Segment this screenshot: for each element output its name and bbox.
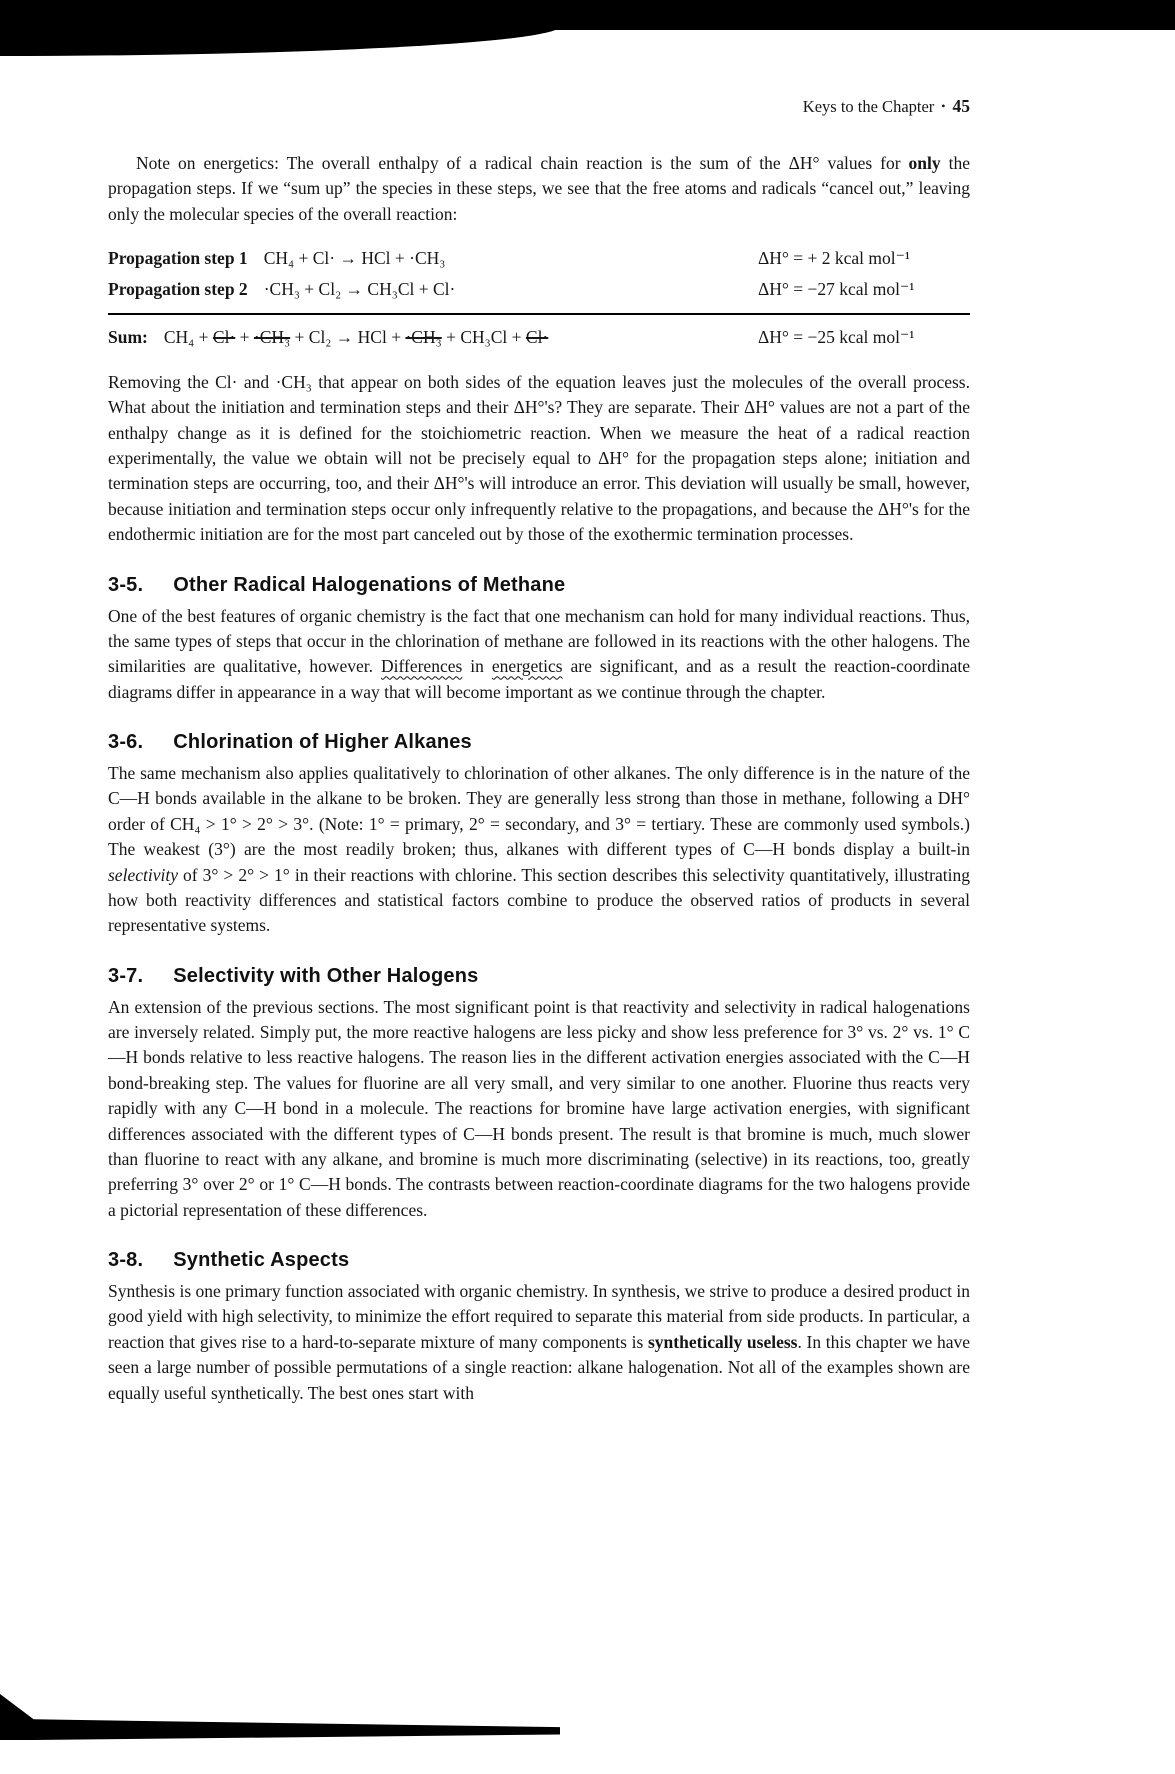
sum-segment: + [235,326,254,347]
equation-left [108,245,758,271]
section-body-3-8 [108,1279,970,1406]
sum-divider-rule [108,313,970,315]
section-body-3-6 [108,761,970,939]
intro-text-a: Note on energetics: The overall enthalpy of a radical chain reaction is the sum of the ΔH° values for [136,153,909,173]
page-header [108,96,970,117]
scan-artifact-top-swoosh [0,26,560,56]
equation-row-label: Propagation step 2 [108,279,248,300]
section-number: 3-6. [108,731,144,753]
intro-paragraph [108,151,970,227]
equation-row-sum [108,324,970,350]
equation-table [108,245,970,350]
equation-left [108,324,758,350]
sum-segment: CH₄ + [163,326,213,347]
section-title: Chlorination of Higher Alkanes [173,731,472,753]
paragraph-removing: Removing the Cl· and ·CH₃ that appear on both sides of the equation leaves just the molecules of the overall process. What about the initiation and termination steps and their ΔH°'s? They are separate. Their ΔH° values are not a part of the enthalpy change as it is defined for the stoichiometric reaction. When we measure the heat of a radical reaction experimentally, the value we obtain will not be precisely equal to ΔH° for the propagation steps alone; initiation and termination steps are occurring, too, and their ΔH°'s will introduce an error. This deviation will usually be small, however, because initiation and termination steps occur only infrequently relative to the propagations, and because the ΔH°'s for the endothermic initiation are for the most part canceled out by those of the exothermic termination processes. [108,371,970,545]
page-number: 45 [952,96,970,116]
sum-canceled-species: ·CH₃ [253,326,291,347]
enthalpy-value: ΔH° = −27 kcal mol⁻¹ [758,279,915,300]
section-title: Selectivity with Other Halogens [173,964,479,987]
section-title: Other Radical Halogenations of Methane [173,573,566,596]
underlined-word: energetics [491,656,563,677]
sum-segment: + Cl₂ → HCl + [290,326,406,347]
equation-row-propagation-1 [108,245,970,271]
sum-canceled-species: Cl· [212,326,236,347]
sum-segment: + CH₃Cl + [441,326,526,347]
enthalpy-value: ΔH° = + 2 kcal mol⁻¹ [758,248,911,269]
section-heading-3-8 [108,1249,970,1272]
section-text: in [462,656,492,677]
scan-artifact-bottom [0,1694,560,1740]
equation-text: ·CH₃ + Cl₂ → CH₃Cl + Cl· [263,279,456,300]
section-body-3-5 [108,604,970,706]
section-number: 3-7. [108,964,144,987]
equation-text: CH₄ + Cl· → HCl + ·CH₃ [263,248,446,269]
section-body-3-7: An extension of the previous sections. The most significant point is that reactivity and selectivity in radical halogenations are inversely related. Simply put, the more reactive halogens are less picky and show less preference for 3° vs. 2° vs. 1° C—H bonds relative to less reactive halogens. The reason lies in the different activation energies associated with the C—H bond-breaking step. The values for fluorine are all very small, and very similar to one another. Fluorine thus reacts very rapidly with any C—H bond in a molecule. The reactions for bromine have large activation energies, with significant differences associated with the different types of C—H bonds present. The result is that bromine is much, much slower than fluorine to react with any alkane, and bromine is much more discriminating (selective) in its reactions, too, greatly preferring 3° over 2° or 1° C—H bonds. The contrasts between reaction-coordinate diagrams for the two halogens provide a pictorial representation of these differences. [108,996,970,1220]
section-number: 3-5. [108,573,144,596]
underlined-word: Differences [381,656,463,677]
intro-bold-only: only [908,153,941,173]
intro-text-b: the propagation steps. If we “sum up” the species in these steps, we see that the free atoms and radicals “cancel out,” leaving only the molecular species of the overall reaction: [108,153,970,224]
sum-label: Sum: [108,326,148,347]
section-text: are significant, and as a result the reaction-coordinate diagrams differ in appearance in a way that will become important as we continue through the chapter. [108,656,970,702]
running-title: Keys to the Chapter [802,97,935,116]
equation-row-label: Propagation step 1 [108,248,248,269]
section-text: The same mechanism also applies qualitatively to chlorination of other alkanes. The only difference is in the nature of the C—H bonds available in the alkane to be broken. They are generally less strong than those in methane, following a DH° order of CH₄ > 1° > 2° > 3°. (Note: 1° = primary, 2° = secondary, and 3° = tertiary. These are commonly used symbols.) The weakest (3°) are the most readily broken; thus, alkanes with different types of C—H bonds display a built-in [108,763,970,860]
section-heading-3-6 [108,731,970,754]
section-text: . In this chapter we have seen a large number of possible permutations of a single reaction: alkane halogenation. Not all of the examples shown are equally useful synthetically. The best ones start with [108,1331,970,1403]
page-content [108,96,970,1416]
section-number: 3-8. [108,1249,144,1271]
section-text: One of the best features of organic chemistry is the fact that one mechanism can hold for many individual reactions. Thus, the same types of steps that occur in the chlorination of methane are followed in its reactions with the other halogens. The similarities are qualitative, however. [108,605,970,677]
section-heading-3-5 [108,574,970,597]
enthalpy-value: ΔH° = −25 kcal mol⁻¹ [758,326,915,347]
section-title: Synthetic Aspects [173,1249,350,1271]
bold-phrase: synthetically useless [647,1331,798,1352]
italic-word: selectivity [108,864,178,885]
equation-row-propagation-2 [108,276,970,302]
section-heading-3-7 [108,965,970,988]
equation-left [108,276,758,302]
section-text: Synthesis is one primary function associated with organic chemistry. In synthesis, we strive to produce a desired product in good yield with high selectivity, to minimize the effort required to separate this material from side products. In particular, a reaction that gives rise to a hard-to-separate mixture of many components is [108,1281,970,1352]
section-text: of 3° > 2° > 1° in their reactions with chlorine. This section describes this selectivity quantitatively, illustrating how both reactivity differences and statistical factors combine to produce the observed ratios of products in several representative systems. [108,864,970,936]
sum-canceled-species: Cl· [525,326,549,347]
header-bullet: • [941,99,946,113]
sum-canceled-species: ·CH₃ [405,326,442,347]
